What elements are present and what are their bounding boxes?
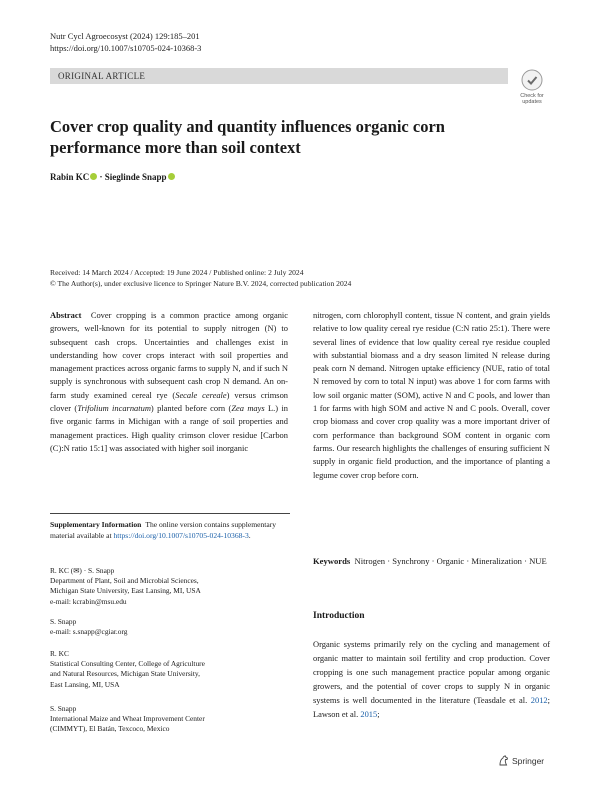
abstract-text: ) planted before corn (: [150, 403, 232, 414]
affiliation-names: S. Snapp: [50, 617, 77, 626]
check-for-updates-line1: Check for: [520, 93, 544, 99]
introduction-heading: Introduction: [313, 611, 365, 621]
check-for-updates-line2: updates: [522, 99, 542, 105]
citation-link[interactable]: 2015: [360, 709, 378, 720]
affiliation-line: (CIMMYT), El Batán, Texcoco, Mexico: [50, 724, 170, 734]
affiliation-email[interactable]: e-mail: kcrabin@msu.edu: [50, 596, 127, 606]
journal-header: [50, 30, 201, 54]
affiliation-block: [50, 617, 288, 637]
citation-link[interactable]: 2012: [530, 695, 548, 706]
copyright-line: © The Author(s), under exclusive licence to Springer Nature B.V. 2024, corrected publication 2024: [50, 279, 352, 288]
introduction-body: ; Lawson et al.: [313, 695, 550, 720]
affiliation-names: S. Snapp: [50, 704, 77, 713]
introduction-body: ;: [377, 709, 380, 720]
abstract-right-column: nitrogen, corn chlorophyll content, tissue N content, and grain yields relative to low quality cereal rye residue (C:N ratio 25:1). There were several lines of evidence that low quality cereal rye residue coupled with substantial biomass and a dry season limited N release during peak corn N demand. Nitrogen uptake efficiency (NUE, ratio of total N removed by corn to total N input) was above 1 for corn farms with low soil organic matter (SOM), active N and C pools, and lower than 1 for farms with high SOM and active N and C pools. Overall, cover crop biomass and cover crop quality was a more important driver of corn performance than background SOM content in organic corn farms. Our research highlights the challenges of ensuring sufficient N supply in organic field production, and the importance of planting a legume cover crop before corn.: [313, 310, 550, 480]
keywords: [313, 554, 550, 568]
affiliation-block: [50, 649, 288, 690]
dates-line: Received: 14 March 2024 / Accepted: 19 June 2024 / Published online: 2 July 2024: [50, 268, 304, 277]
article-title: Cover crop quality and quantity influences organic corn performance more than soil context: [50, 117, 445, 157]
orcid-icon[interactable]: [168, 173, 175, 180]
affiliation-line: Michigan State University, East Lansing, MI, USA: [50, 586, 201, 596]
latin-name: Zea mays: [231, 403, 265, 414]
keywords-list: Nitrogen · Synchrony · Organic · Mineralization · NUE: [354, 556, 547, 566]
check-for-updates-icon: [521, 69, 543, 91]
introduction-text: [313, 637, 550, 722]
affiliation-names: R. KC (✉) · S. Snapp: [50, 566, 115, 575]
author-line: [50, 172, 175, 182]
affiliation-line: East Lansing, MI, USA: [50, 679, 120, 689]
check-for-updates-badge[interactable]: [514, 69, 550, 105]
affiliation-email[interactable]: e-mail: s.snapp@cgiar.org: [50, 627, 128, 637]
affiliation-line: Statistical Consulting Center, College of Agriculture: [50, 659, 205, 669]
journal-citation: Nutr Cycl Agroecosyst (2024) 129:185–201: [50, 31, 200, 41]
latin-name: Trifolium incarnatum: [77, 403, 151, 414]
affiliation-line: Department of Plant, Soil and Microbial Sciences,: [50, 576, 199, 586]
supplementary-end: .: [248, 530, 251, 540]
publisher-name: Springer: [512, 756, 545, 766]
supplementary-text: The online version contains supplementary material available at: [50, 520, 277, 540]
supplementary-label: Supplementary Information: [50, 520, 142, 529]
author-name[interactable]: Rabin KC: [50, 172, 90, 182]
introduction-body: Organic systems primarily rely on the cycling and management of organic matter to maintain soil fertility and crop production. Cover cropping is one such management practice popular among organic growers, and the potential of cover crops to supply N in organic systems is well documented in the literature (Teasdale et al.: [313, 639, 550, 706]
supplementary-info: [50, 520, 288, 541]
article-type-banner: ORIGINAL ARTICLE: [50, 68, 508, 84]
abstract-label: Abstract: [50, 310, 82, 320]
supplementary-link[interactable]: https://doi.org/10.1007/s10705-024-10368-3: [113, 530, 249, 540]
publisher-logo: [498, 755, 544, 766]
springer-horse-icon: [498, 755, 509, 766]
abstract-text: ) versus crimson clover (: [50, 389, 289, 414]
affiliation-names: R. KC: [50, 649, 69, 658]
publication-dates: [50, 267, 351, 289]
latin-name: Secale cereale: [175, 389, 227, 400]
author-separator: ·: [97, 172, 105, 182]
affiliation-line: and Natural Resources, Michigan State University,: [50, 669, 200, 679]
abstract-left-column: [50, 309, 288, 455]
journal-doi[interactable]: https://doi.org/10.1007/s10705-024-10368-3: [50, 43, 202, 53]
footnote-divider: [50, 513, 290, 514]
affiliation-block: [50, 704, 288, 735]
keywords-label: Keywords: [313, 556, 351, 566]
affiliation-block: [50, 566, 288, 607]
author-name[interactable]: Sieglinde Snapp: [104, 172, 167, 182]
abstract-text: L.) in five organic farms in Michigan with a range of soil properties and management practices. High quality crimson clover residue [Carbon (C):N ratio 15:1] was associated with higher soil inorganic: [50, 403, 289, 453]
abstract-text: Cover cropping is a common practice among organic growers, well-known for its potential to supply nitrogen (N) to subsequent cash crops. Uncertainties and challenges exist in understanding how cover crops interact with soil properties and management practices across organic farms to supply N, and if such N supply is synchronous with subsequent cash crop N demand. An on-farm study examined cereal rye (: [50, 310, 289, 400]
affiliation-line: International Maize and Wheat Improvement Center: [50, 714, 205, 724]
